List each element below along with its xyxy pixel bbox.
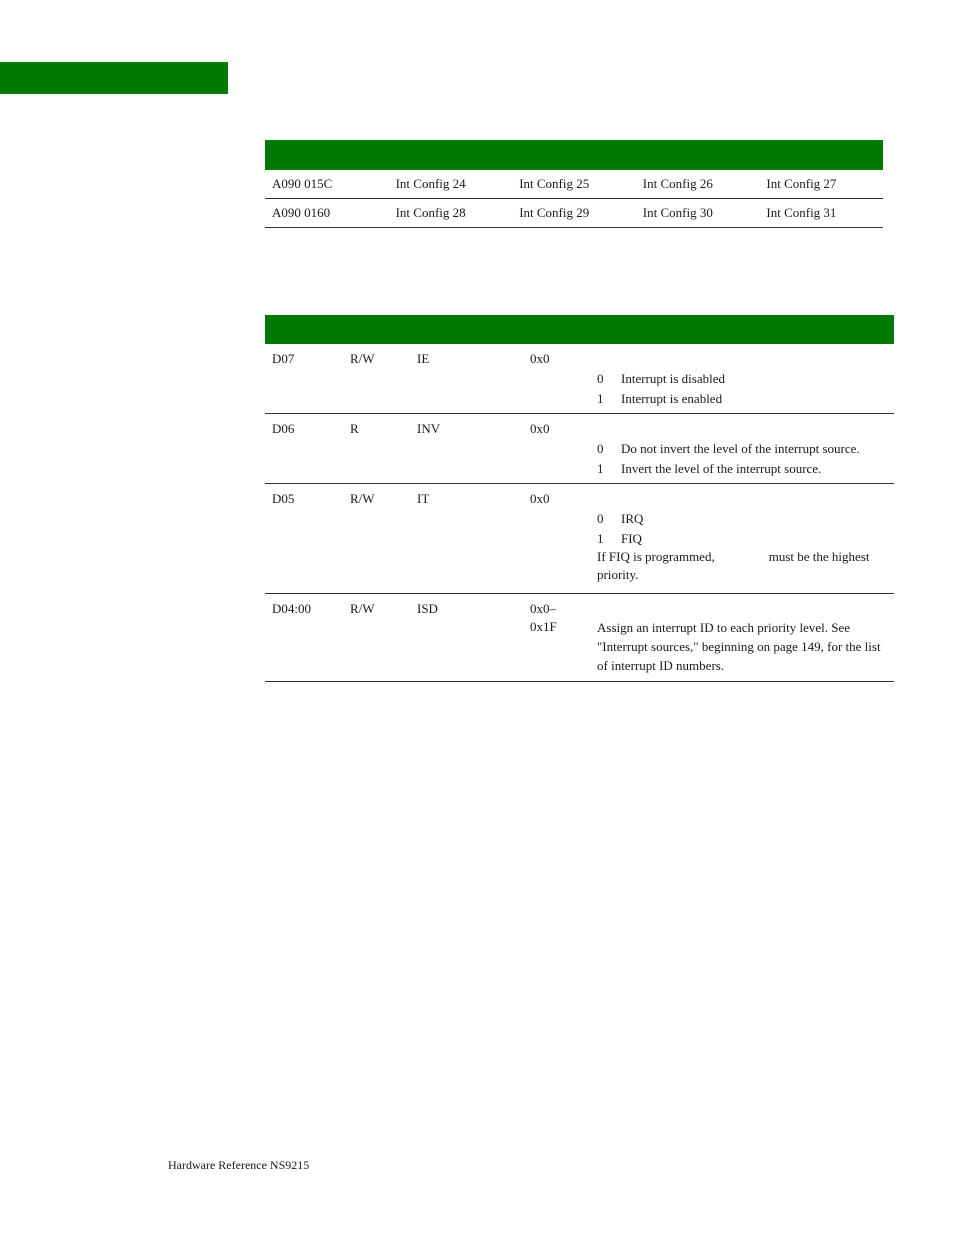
option-item xyxy=(597,458,889,478)
config-cell: Int Config 31 xyxy=(766,205,837,220)
table-row xyxy=(265,199,883,228)
page-footer: Hardware Reference NS9215 xyxy=(168,1158,310,1172)
table-row xyxy=(265,170,883,199)
note-text: must be the highest xyxy=(768,549,870,564)
option-text: IRQ xyxy=(621,510,644,526)
description-cell xyxy=(597,438,889,478)
bits-cell: D06 xyxy=(272,421,295,436)
description-cell xyxy=(597,508,889,584)
option-item xyxy=(597,388,889,408)
config-cell: Int Config 28 xyxy=(395,205,466,220)
table-row xyxy=(265,344,894,414)
mnemonic-cell: ISD xyxy=(417,601,438,616)
fiq-note xyxy=(597,548,889,584)
config-cell: Int Config 29 xyxy=(519,205,590,220)
mnemonic-cell: IE xyxy=(417,351,430,366)
description-cell xyxy=(597,368,889,408)
bits-cell: D07 xyxy=(272,351,295,366)
reset-cell: 0x0 xyxy=(530,421,550,436)
option-text: Do not invert the level of the interrupt source. xyxy=(621,440,860,456)
address-table-header xyxy=(265,140,883,170)
option-value: 0 xyxy=(597,440,604,456)
reset-range-end: 0x1F xyxy=(530,619,557,634)
config-cell: Int Config 25 xyxy=(519,176,590,191)
access-cell: R/W xyxy=(350,601,375,616)
mnemonic-cell: IT xyxy=(417,491,430,506)
reset-cell: 0x0 xyxy=(530,351,550,366)
option-value: 1 xyxy=(597,390,604,406)
access-cell: R/W xyxy=(350,351,375,366)
option-item xyxy=(597,508,889,528)
option-text: FIQ xyxy=(621,530,642,546)
option-value: 0 xyxy=(597,510,604,526)
reset-cell xyxy=(530,600,557,636)
option-item xyxy=(597,438,889,458)
access-cell: R/W xyxy=(350,491,375,506)
option-value: 0 xyxy=(597,370,604,386)
option-item xyxy=(597,528,889,548)
address-cell: A090 0160 xyxy=(272,205,331,220)
table-row xyxy=(265,594,894,682)
register-table-header xyxy=(265,315,894,344)
access-cell: R xyxy=(350,421,359,436)
config-cell: Int Config 27 xyxy=(766,176,837,191)
note-text: priority. xyxy=(597,567,639,582)
table-row xyxy=(265,484,894,594)
note-text: If FIQ is programmed, xyxy=(597,549,715,564)
option-text: Invert the level of the interrupt source. xyxy=(621,460,822,476)
config-cell: Int Config 24 xyxy=(395,176,466,191)
reset-cell: 0x0 xyxy=(530,491,550,506)
chapter-tab-bar xyxy=(0,62,228,94)
option-value: 1 xyxy=(597,460,604,476)
option-value: 1 xyxy=(597,530,604,546)
config-cell: Int Config 26 xyxy=(642,176,713,191)
register-bit-table xyxy=(265,315,894,682)
description-cell xyxy=(597,618,889,675)
bits-cell: D04:00 xyxy=(272,601,311,616)
description-text: Assign an interrupt ID to each priority level. See "Interrupt sources," beginning on page 149, for the list of interrupt ID numbers. xyxy=(597,620,881,673)
option-text: Interrupt is enabled xyxy=(621,390,723,406)
table-row xyxy=(265,414,894,484)
reset-range-start: 0x0– xyxy=(530,601,556,616)
address-cell: A090 015C xyxy=(272,176,333,191)
mnemonic-cell: INV xyxy=(417,421,441,436)
bits-cell: D05 xyxy=(272,491,295,506)
config-cell: Int Config 30 xyxy=(642,205,713,220)
option-item xyxy=(597,368,889,388)
option-text: Interrupt is disabled xyxy=(621,370,725,386)
address-table xyxy=(265,140,883,228)
